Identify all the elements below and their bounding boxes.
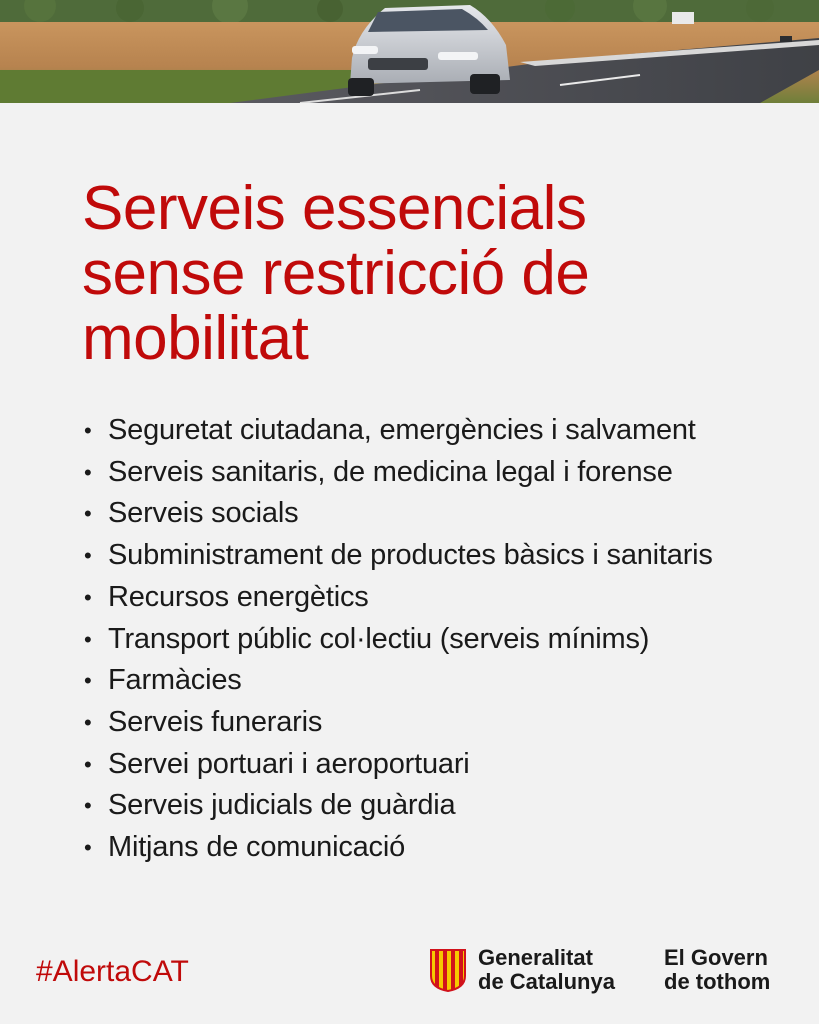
generalitat-line-2: de Catalunya xyxy=(478,969,615,994)
generalitat-wordmark xyxy=(478,946,615,994)
title-line-1: Serveis essencials xyxy=(82,174,587,243)
list-item: • Transport públic col·lectiu (serveis mínims) xyxy=(84,619,784,661)
title-line-2: sense restricció de xyxy=(82,239,590,308)
govern-slogan xyxy=(664,946,770,994)
generalitat-logo xyxy=(429,946,615,994)
road-photo xyxy=(0,0,819,103)
list-item: • Serveis judicials de guàrdia xyxy=(84,785,784,827)
list-item: • Servei portuari i aeroportuari xyxy=(84,744,784,786)
list-item: • Seguretat ciutadana, emergències i salvament xyxy=(84,410,784,452)
list-item: • Serveis funeraris xyxy=(84,702,784,744)
govern-line-1: El Govern xyxy=(664,945,768,970)
generalitat-line-1: Generalitat xyxy=(478,945,593,970)
list-item: • Serveis socials xyxy=(84,493,784,535)
govern-line-2: de tothom xyxy=(664,969,771,994)
title-line-3: mobilitat xyxy=(82,304,309,373)
list-item: • Subministrament de productes bàsics i sanitaris xyxy=(84,535,784,577)
list-item: • Mitjans de comunicació xyxy=(84,827,784,869)
list-item: • Farmàcies xyxy=(84,660,784,702)
list-item: • Serveis sanitaris, de medicina legal i forense xyxy=(84,452,784,494)
page-title xyxy=(82,176,782,371)
list-item: • Recursos energètics xyxy=(84,577,784,619)
hashtag: #AlertaCAT xyxy=(36,955,189,988)
catalan-flag-shield-icon xyxy=(429,948,467,992)
road-photo-banner xyxy=(0,0,819,103)
essential-services-list xyxy=(84,410,784,869)
